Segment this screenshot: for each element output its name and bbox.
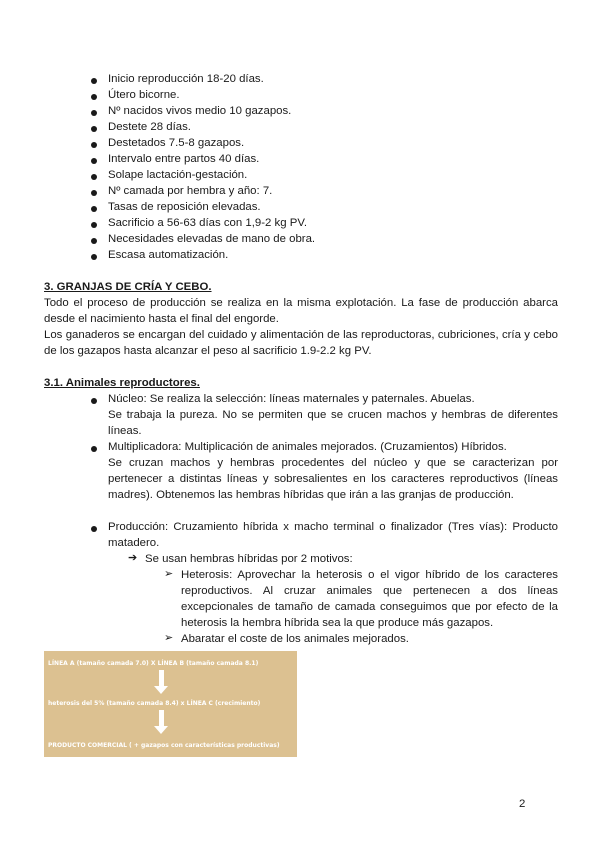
list-item: Necesidades elevadas de mano de obra. bbox=[108, 233, 316, 245]
sub-list-item: Abaratar el coste de los animales mejorados. bbox=[181, 633, 409, 645]
paragraph: Todo el proceso de producción se realiza en la misma explotación. La fase de producción abarca desde el nacimiento hasta el final del engorde. bbox=[44, 297, 558, 325]
list-item-produccion: Producción: Cruzamiento híbrida x macho terminal o finalizador (Tres vías): Producto matadero. bbox=[108, 521, 558, 549]
bullet bbox=[91, 142, 97, 148]
bullet bbox=[91, 254, 97, 260]
sub-list-item: Heterosis: Aprovechar la heterosis o el vigor híbrido de los caracteres reproductivos. Al cruzar animales que pertenecen a dos líneas excepcionales de tamaño de camada conseguimos que por efecto de la heterosis la hembra híbrida sea la que produce más gazapos. bbox=[181, 569, 558, 629]
list-item: Tasas de reposición elevadas. bbox=[108, 201, 261, 213]
down-arrow-icon bbox=[154, 686, 168, 694]
bullet bbox=[91, 222, 97, 228]
subsection-heading: 3.1. Animales reproductores. bbox=[44, 377, 200, 389]
bullet bbox=[91, 398, 97, 404]
diagram-row-heterosis: heterosis del 5% (tamaño camada 8.4) x LÍNEA C (crecimiento) bbox=[48, 700, 261, 707]
chevron-right-icon: ➢ bbox=[164, 568, 174, 580]
bullet bbox=[91, 94, 97, 100]
list-item: Inicio reproducción 18-20 días. bbox=[108, 73, 264, 85]
diagram-row-product: PRODUCTO COMERCIAL ( + gazapos con características productivas) bbox=[48, 742, 280, 749]
list-item: Destete 28 días. bbox=[108, 121, 191, 133]
list-item: Nº nacidos vivos medio 10 gazapos. bbox=[108, 105, 292, 117]
bullet bbox=[91, 526, 97, 532]
crossbreeding-diagram bbox=[44, 651, 297, 757]
bullet bbox=[91, 190, 97, 196]
arrow-right-icon: ➔ bbox=[128, 552, 138, 564]
list-item-multiplicadora: Multiplicadora: Multiplicación de animales mejorados. (Cruzamientos) Híbridos. bbox=[108, 441, 507, 453]
bullet bbox=[91, 158, 97, 164]
bullet bbox=[91, 174, 97, 180]
down-arrow-icon bbox=[154, 726, 168, 734]
bullet bbox=[91, 206, 97, 212]
list-item-detail: Se trabaja la pureza. No se permiten que se crucen machos y hembras de diferentes líneas. bbox=[108, 409, 558, 437]
list-item: Sacrificio a 56-63 días con 1,9-2 kg PV. bbox=[108, 217, 308, 229]
down-arrow-icon bbox=[159, 710, 164, 726]
bullet bbox=[91, 78, 97, 84]
bullet bbox=[91, 238, 97, 244]
bullet bbox=[91, 126, 97, 132]
list-item: Destetados 7.5-8 gazapos. bbox=[108, 137, 245, 149]
list-item-nucleo: Núcleo: Se realiza la selección: líneas maternales y paternales. Abuelas. bbox=[108, 393, 475, 405]
list-item: Útero bicorne. bbox=[108, 89, 180, 101]
paragraph: Los ganaderos se encargan del cuidado y alimentación de las reproductoras, cubriciones, cría y cebo de los gazapos hasta alcanzar el peso al sacrificio 1.9-2.2 kg PV. bbox=[44, 329, 558, 357]
list-item: Solape lactación-gestación. bbox=[108, 169, 248, 181]
bullet bbox=[91, 110, 97, 116]
chevron-right-icon: ➢ bbox=[164, 632, 174, 644]
page-number: 2 bbox=[519, 798, 526, 810]
bullet bbox=[91, 446, 97, 452]
list-item-detail: Se cruzan machos y hembras procedentes del núcleo y que se caracterizan por pertenecer a distintas líneas y sobresalientes en los caracteres reproductivos (líneas madres). Obtenemos las hembras híbridas que irán a las granjas de producción. bbox=[108, 457, 558, 501]
down-arrow-icon bbox=[159, 670, 164, 686]
diagram-row-lines: LÍNEA A (tamaño camada 7.0) X LÍNEA B (tamaño camada 8.1) bbox=[48, 660, 259, 667]
list-item: Intervalo entre partos 40 días. bbox=[108, 153, 260, 165]
arrow-list-item: Se usan hembras híbridas por 2 motivos: bbox=[145, 553, 353, 565]
list-item: Escasa automatización. bbox=[108, 249, 229, 261]
section-heading: 3. GRANJAS DE CRÍA Y CEBO. bbox=[44, 281, 212, 293]
list-item: Nº camada por hembra y año: 7. bbox=[108, 185, 273, 197]
